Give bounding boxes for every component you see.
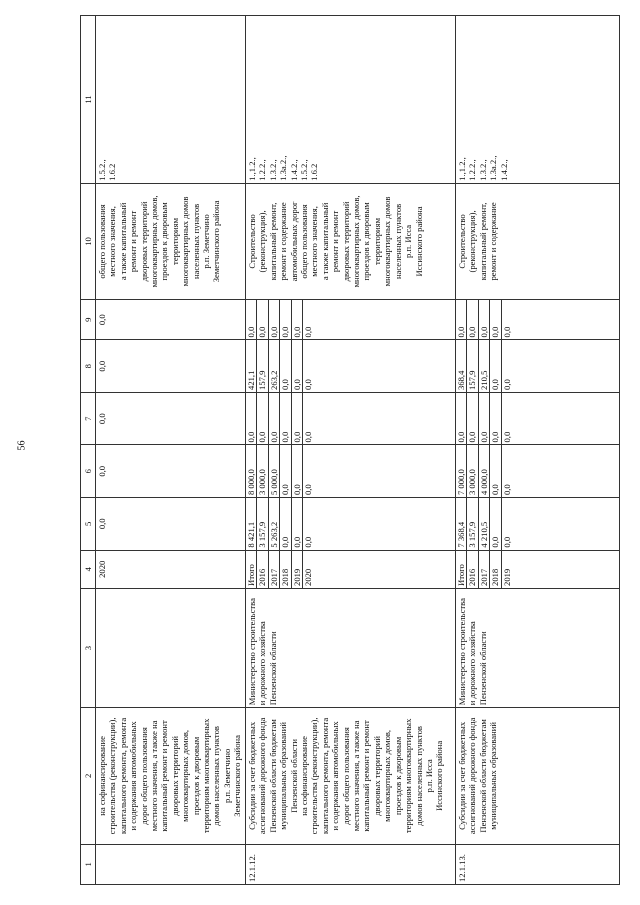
value-item: 0,0 <box>501 326 512 338</box>
value-item: 0,0 <box>291 340 302 392</box>
program-table <box>80 15 620 885</box>
cell-federal <box>456 392 620 445</box>
table-row-continuation <box>96 16 246 885</box>
cell-regional <box>456 445 620 498</box>
cell-description: на софинансирование строительства (реконструкции), капитального ремонта, ремонта и содержания автомобильных дорог общего пользования местного значения, а также на капитальный ремонт и ремонт дворовых территорий многоквартирных домов, проездов к дворовым территориям многоквартирных домов населенных пунктов р.п. Земетчино Земетчинского района <box>96 708 246 844</box>
cell-num <box>96 844 246 884</box>
year-item: Итого <box>246 551 257 588</box>
header-col-10: 10 <box>81 183 96 299</box>
value-item: 5 000,0 <box>268 446 279 498</box>
header-col-5: 5 <box>81 498 96 551</box>
value-item: 0,0 <box>280 340 291 392</box>
value-item: 0,0 <box>501 536 512 548</box>
value-item: 3 000,0 <box>467 446 478 498</box>
cell-result: общего пользования местного значения, а также капитальный ремонт и ремонт дворовых территорий многоквартирных домов, проездов к дворовым территориям многоквартирных домов населенных пунктов р.п. Земетчино Земетчинского района <box>96 183 246 299</box>
rotated-table-container <box>80 15 620 885</box>
cell-responsible: Министерство строительства и дорожного хозяйства Пензенской области <box>456 588 620 707</box>
value-item: 0,0 <box>246 393 257 445</box>
value-item: 3 157,9 <box>257 498 268 550</box>
cell-year: 2020 <box>96 550 246 588</box>
value-item: 0,0 <box>268 300 279 339</box>
year-item: 2016 <box>257 551 268 588</box>
value-item: 263,2 <box>268 340 279 392</box>
value-item: 0,0 <box>456 393 467 445</box>
cell-indicators: 1.,1.2., 1.2.2., 1.3.2., 1.3а.2., 1.4.2., <box>456 16 620 184</box>
year-item: 2018 <box>490 551 501 588</box>
year-item: 2016 <box>467 551 478 588</box>
value-item: 0,0 <box>280 300 291 339</box>
cell-total: 0,0 <box>96 498 246 551</box>
value-item: 0,0 <box>478 393 489 445</box>
header-col-2: 2 <box>81 708 96 844</box>
value-item: 0,0 <box>291 300 302 339</box>
header-row <box>81 16 96 885</box>
value-item: 0,0 <box>303 484 314 496</box>
value-item: 0,0 <box>280 393 291 445</box>
cell-num: 12.1.12. <box>246 844 456 884</box>
header-col-1: 1 <box>81 844 96 884</box>
cell-other: 0,0 <box>96 300 246 340</box>
value-item: 0,0 <box>280 498 291 550</box>
header-col-6: 6 <box>81 445 96 498</box>
cell-federal <box>246 392 456 445</box>
value-item: 4 000,0 <box>478 446 489 498</box>
year-item: 2017 <box>268 551 279 588</box>
value-item: 0,0 <box>303 326 314 338</box>
value-item: 421,1 <box>246 340 257 392</box>
value-item: 0,0 <box>257 393 268 445</box>
value-item: 0,0 <box>456 300 467 339</box>
cell-federal: 0,0 <box>96 392 246 445</box>
value-item: 5 263,2 <box>268 498 279 550</box>
cell-years <box>456 550 620 588</box>
value-item: 8 000,0 <box>246 446 257 498</box>
header-col-4: 4 <box>81 550 96 588</box>
year-item: Итого <box>456 551 467 588</box>
cell-result: Строительство (реконструкция), капитальный ремонт, ремонт и содержание автомобильных дорог общего пользования местного значения, а также капитальный ремонт и ремонт дворовых территорий многоквартирных домов, проездов к дворовым территориям многоквартирных домов населенных пунктов р.п. Исса Иссинского района <box>246 183 456 299</box>
header-col-11: 11 <box>81 16 96 184</box>
value-item: 0,0 <box>490 393 501 445</box>
cell-local <box>246 340 456 393</box>
cell-other <box>456 300 620 340</box>
cell-description: Субсидии за счет бюджетных ассигнований дорожного фонда Пензенской области бюджетам муниципальных образований Пензенской области на софинансирование строительства (реконструкции), капитального ремонта, ремонта и содержания автомобильных дорог общего пользования местного значения, а также на капитальный ремонт и ремонт дворовых территорий многоквартирных домов, проездов к дворовым территориям многоквартирных домов населенных пунктов р.п. Исса Иссинского района <box>246 708 456 844</box>
cell-indicators: 1.5.2., 1.6.2 <box>96 16 246 184</box>
value-item: 0,0 <box>490 340 501 392</box>
value-item: 3 000,0 <box>257 446 268 498</box>
value-item: 0,0 <box>501 379 512 390</box>
value-item: 368,4 <box>456 340 467 392</box>
value-item: 0,0 <box>268 393 279 445</box>
cell-num: 12.1.13. <box>456 844 620 884</box>
header-col-3: 3 <box>81 588 96 707</box>
year-item: 2020 <box>303 568 314 586</box>
value-item: 0,0 <box>257 300 268 339</box>
cell-indicators: 1.,1.2., 1.2.2., 1.3.2., 1.3а.2., 1.4.2., 1.5.2., 1.6.2 <box>246 16 456 184</box>
header-col-8: 8 <box>81 340 96 393</box>
value-item: 0,0 <box>467 300 478 339</box>
cell-regional <box>246 445 456 498</box>
value-item: 7 000,0 <box>456 446 467 498</box>
value-item: 0,0 <box>291 393 302 445</box>
cell-local <box>456 340 620 393</box>
header-col-9: 9 <box>81 300 96 340</box>
page-number: 56 <box>16 440 28 451</box>
value-item: 0,0 <box>490 498 501 550</box>
value-item: 0,0 <box>467 393 478 445</box>
value-item: 0,0 <box>291 498 302 550</box>
value-item: 7 368,4 <box>456 498 467 550</box>
value-item: 0,0 <box>478 300 489 339</box>
value-item: 0,0 <box>291 446 302 498</box>
table-row-12-1-13 <box>456 16 620 885</box>
value-item: 0,0 <box>246 300 257 339</box>
value-item: 0,0 <box>490 300 501 339</box>
value-item: 3 157,9 <box>467 498 478 550</box>
cell-other <box>246 300 456 340</box>
value-item: 0,0 <box>501 484 512 496</box>
cell-result: Строительство (реконструкция), капитальный ремонт, ремонт и содержание <box>456 183 620 299</box>
value-item: 4 210,5 <box>478 498 489 550</box>
year-item: 2018 <box>280 551 291 588</box>
value-item: 0,0 <box>303 379 314 390</box>
year-item: 2017 <box>478 551 489 588</box>
table-row-12-1-12 <box>246 16 456 885</box>
value-item: 0,0 <box>490 446 501 498</box>
cell-total <box>246 498 456 551</box>
cell-years <box>246 550 456 588</box>
year-item: 2019 <box>291 551 302 588</box>
year-item: 2019 <box>501 568 512 586</box>
value-item: 0,0 <box>303 431 314 443</box>
cell-total <box>456 498 620 551</box>
cell-regional: 0,0 <box>96 445 246 498</box>
value-item: 0,0 <box>501 431 512 443</box>
value-item: 0,0 <box>280 446 291 498</box>
cell-description: Субсидии за счет бюджетных ассигнований дорожного фонда Пензенской области бюджетам муниципальных образований <box>456 708 620 844</box>
value-item: 0,0 <box>303 536 314 548</box>
header-col-7: 7 <box>81 392 96 445</box>
value-item: 8 421,1 <box>246 498 257 550</box>
cell-local: 0,0 <box>96 340 246 393</box>
cell-responsible <box>96 588 246 707</box>
cell-responsible: Министерство строительства и дорожного хозяйства Пензенской области <box>246 588 456 707</box>
value-item: 210,5 <box>478 340 489 392</box>
value-item: 157,9 <box>257 340 268 392</box>
value-item: 157,9 <box>467 340 478 392</box>
